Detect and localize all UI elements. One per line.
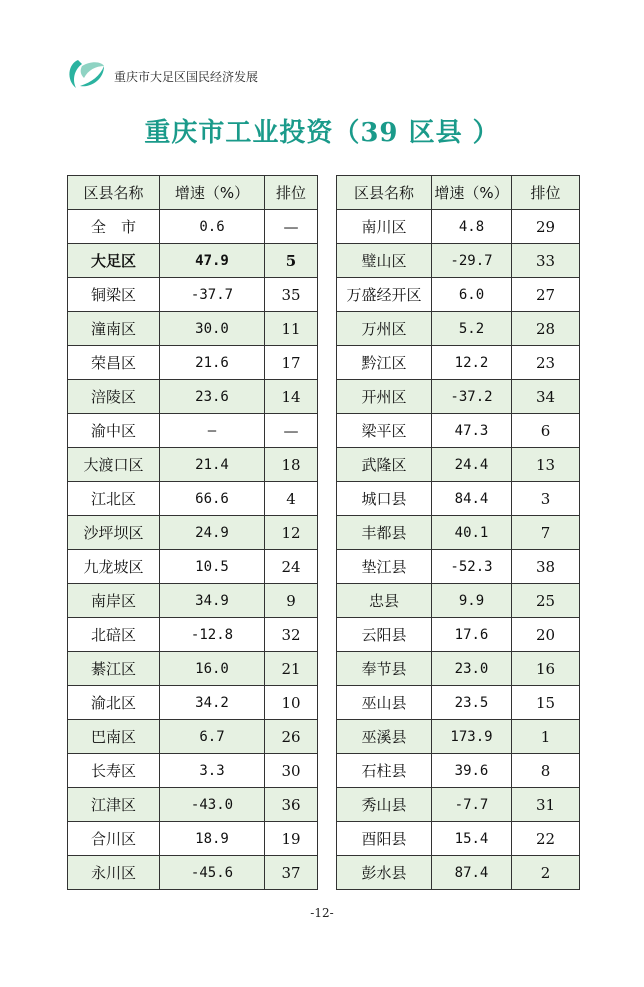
cell-region-name: 渝北区	[68, 686, 160, 720]
table-row	[337, 686, 580, 720]
cell-growth: 9.9	[432, 584, 512, 618]
table-row	[68, 516, 318, 550]
cell-region-name: 南岸区	[68, 584, 160, 618]
cell-rank: 35	[265, 278, 318, 312]
cell-rank: 25	[512, 584, 580, 618]
cell-growth: 4.8	[432, 210, 512, 244]
cell-region-name: 涪陵区	[68, 380, 160, 414]
cell-rank: 29	[512, 210, 580, 244]
cell-rank: 15	[512, 686, 580, 720]
cell-region-name: 秀山县	[337, 788, 432, 822]
cell-growth: 24.4	[432, 448, 512, 482]
cell-growth: 66.6	[160, 482, 265, 516]
cell-rank: 26	[265, 720, 318, 754]
cell-rank: 22	[512, 822, 580, 856]
cell-region-name: 渝中区	[68, 414, 160, 448]
table-row	[68, 448, 318, 482]
cell-region-name: 铜梁区	[68, 278, 160, 312]
cell-rank: 27	[512, 278, 580, 312]
table-row	[337, 278, 580, 312]
cell-region-name: 武隆区	[337, 448, 432, 482]
cell-rank: 13	[512, 448, 580, 482]
cell-rank: 36	[265, 788, 318, 822]
table-row	[68, 380, 318, 414]
cell-growth: 18.9	[160, 822, 265, 856]
cell-region-name: 长寿区	[68, 754, 160, 788]
table-row	[337, 822, 580, 856]
cell-rank: —	[265, 414, 318, 448]
table-row	[68, 822, 318, 856]
cell-rank: 28	[512, 312, 580, 346]
cell-growth: 34.9	[160, 584, 265, 618]
cell-growth: -29.7	[432, 244, 512, 278]
table-row	[337, 346, 580, 380]
table-row	[337, 244, 580, 278]
cell-region-name: 黔江区	[337, 346, 432, 380]
table-row	[337, 516, 580, 550]
table-row	[68, 312, 318, 346]
cell-rank: —	[265, 210, 318, 244]
column-header-rank: 排位	[265, 176, 318, 210]
table-row	[337, 550, 580, 584]
cell-growth: -7.7	[432, 788, 512, 822]
column-header-rank: 排位	[512, 176, 580, 210]
table-row	[68, 618, 318, 652]
header-title: 重庆市大足区国民经济发展	[114, 70, 259, 84]
table-row	[68, 244, 318, 278]
cell-rank: 14	[265, 380, 318, 414]
table-row	[68, 210, 318, 244]
cell-rank: 8	[512, 754, 580, 788]
cell-growth: 39.6	[432, 754, 512, 788]
cell-region-name: 綦江区	[68, 652, 160, 686]
table-row	[337, 380, 580, 414]
table-row	[337, 618, 580, 652]
cell-rank: 2	[512, 856, 580, 890]
cell-growth: 87.4	[432, 856, 512, 890]
cell-growth: 23.0	[432, 652, 512, 686]
cell-region-name: 巫山县	[337, 686, 432, 720]
cell-growth: —	[160, 414, 265, 448]
cell-rank: 33	[512, 244, 580, 278]
cell-growth: 24.9	[160, 516, 265, 550]
cell-growth: 34.2	[160, 686, 265, 720]
cell-growth: 10.5	[160, 550, 265, 584]
cell-growth: 16.0	[160, 652, 265, 686]
right-table	[336, 175, 580, 890]
cell-rank: 23	[512, 346, 580, 380]
table-row	[68, 584, 318, 618]
table-row	[337, 652, 580, 686]
cell-rank: 31	[512, 788, 580, 822]
cell-rank: 3	[512, 482, 580, 516]
cell-region-name: 奉节县	[337, 652, 432, 686]
cell-growth: 23.6	[160, 380, 265, 414]
cell-rank: 17	[265, 346, 318, 380]
cell-rank: 4	[265, 482, 318, 516]
table-row	[68, 754, 318, 788]
cell-growth: 21.4	[160, 448, 265, 482]
cell-growth: 47.9	[160, 244, 265, 278]
cell-growth: -52.3	[432, 550, 512, 584]
cell-region-name: 开州区	[337, 380, 432, 414]
page-title: 重庆市工业投资（39 区县 ）	[144, 118, 500, 148]
cell-growth: 6.7	[160, 720, 265, 754]
column-header-growth: 增速（%）	[160, 176, 265, 210]
cell-region-name: 巫溪县	[337, 720, 432, 754]
cell-rank: 32	[265, 618, 318, 652]
cell-rank: 12	[265, 516, 318, 550]
cell-region-name: 潼南区	[68, 312, 160, 346]
cell-growth: 30.0	[160, 312, 265, 346]
cell-growth: 3.3	[160, 754, 265, 788]
table-row	[337, 788, 580, 822]
cell-region-name: 城口县	[337, 482, 432, 516]
cell-rank: 7	[512, 516, 580, 550]
cell-growth: 21.6	[160, 346, 265, 380]
table-row	[337, 414, 580, 448]
cell-region-name: 万州区	[337, 312, 432, 346]
cell-region-name: 酉阳县	[337, 822, 432, 856]
cell-rank: 5	[265, 244, 318, 278]
cell-rank: 37	[265, 856, 318, 890]
table-row	[337, 856, 580, 890]
table-row	[337, 584, 580, 618]
cell-rank: 34	[512, 380, 580, 414]
cell-rank: 18	[265, 448, 318, 482]
table-row	[337, 754, 580, 788]
cell-rank: 9	[265, 584, 318, 618]
cell-region-name: 云阳县	[337, 618, 432, 652]
cell-growth: -12.8	[160, 618, 265, 652]
cell-region-name: 荣昌区	[68, 346, 160, 380]
column-header-name: 区县名称	[68, 176, 160, 210]
cell-region-name: 南川区	[337, 210, 432, 244]
cell-region-name: 巴南区	[68, 720, 160, 754]
cell-region-name: 大足区	[68, 244, 160, 278]
table-header-row	[68, 176, 318, 210]
table-row	[68, 652, 318, 686]
cell-rank: 38	[512, 550, 580, 584]
cell-region-name: 九龙坡区	[68, 550, 160, 584]
cell-rank: 21	[265, 652, 318, 686]
cell-region-name: 梁平区	[337, 414, 432, 448]
left-table	[67, 175, 318, 890]
cell-region-name: 永川区	[68, 856, 160, 890]
cell-region-name: 江津区	[68, 788, 160, 822]
page-header	[64, 56, 364, 96]
cell-growth: 15.4	[432, 822, 512, 856]
table-row	[68, 856, 318, 890]
cell-growth: 173.9	[432, 720, 512, 754]
column-header-name: 区县名称	[337, 176, 432, 210]
cell-region-name: 忠县	[337, 584, 432, 618]
cell-region-name: 万盛经开区	[337, 278, 432, 312]
cell-rank: 20	[512, 618, 580, 652]
table-row	[68, 686, 318, 720]
cell-growth: 23.5	[432, 686, 512, 720]
cell-growth: 0.6	[160, 210, 265, 244]
cell-rank: 10	[265, 686, 318, 720]
cell-region-name: 璧山区	[337, 244, 432, 278]
table-row	[337, 448, 580, 482]
cell-region-name: 丰都县	[337, 516, 432, 550]
table-row	[68, 346, 318, 380]
table-row	[68, 482, 318, 516]
cell-rank: 1	[512, 720, 580, 754]
cell-region-name: 垫江县	[337, 550, 432, 584]
table-row	[68, 550, 318, 584]
cell-region-name: 沙坪坝区	[68, 516, 160, 550]
cell-rank: 11	[265, 312, 318, 346]
table-row	[337, 210, 580, 244]
table-row	[68, 414, 318, 448]
cell-growth: -43.0	[160, 788, 265, 822]
cell-growth: 12.2	[432, 346, 512, 380]
page-number: -12-	[310, 906, 334, 920]
table-row	[337, 482, 580, 516]
cell-region-name: 北碚区	[68, 618, 160, 652]
cell-rank: 19	[265, 822, 318, 856]
cell-growth: -37.2	[432, 380, 512, 414]
cell-growth: 6.0	[432, 278, 512, 312]
table-row	[337, 720, 580, 754]
cell-rank: 6	[512, 414, 580, 448]
cell-region-name: 石柱县	[337, 754, 432, 788]
table-row	[68, 788, 318, 822]
table-row	[337, 312, 580, 346]
cell-growth: 40.1	[432, 516, 512, 550]
cell-rank: 24	[265, 550, 318, 584]
cell-region-name: 全 市	[68, 210, 160, 244]
cell-region-name: 彭水县	[337, 856, 432, 890]
column-header-growth: 增速（%）	[432, 176, 512, 210]
table-header-row	[337, 176, 580, 210]
cell-region-name: 江北区	[68, 482, 160, 516]
cell-growth: 17.6	[432, 618, 512, 652]
table-row	[68, 720, 318, 754]
cell-growth: -45.6	[160, 856, 265, 890]
cell-growth: 5.2	[432, 312, 512, 346]
cell-rank: 16	[512, 652, 580, 686]
cell-growth: 47.3	[432, 414, 512, 448]
cell-region-name: 大渡口区	[68, 448, 160, 482]
cell-rank: 30	[265, 754, 318, 788]
cell-growth: -37.7	[160, 278, 265, 312]
cell-growth: 84.4	[432, 482, 512, 516]
cell-region-name: 合川区	[68, 822, 160, 856]
table-row	[68, 278, 318, 312]
logo-icon	[64, 56, 108, 92]
